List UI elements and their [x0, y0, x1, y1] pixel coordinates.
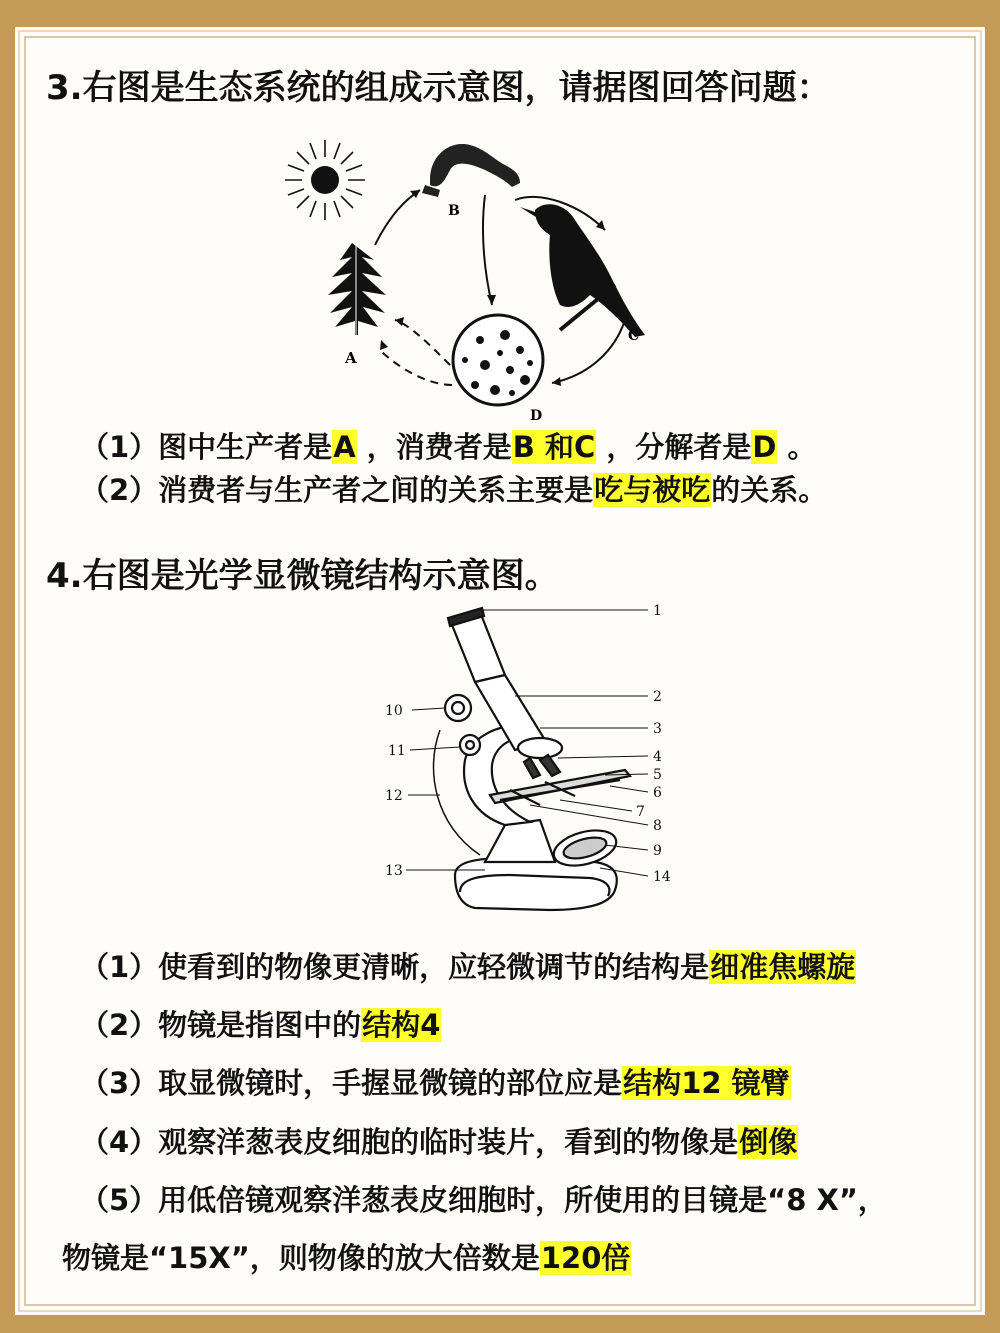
q4-item-2 — [80, 1003, 441, 1044]
part-label-2: 2 — [653, 689, 662, 705]
answer-relationship: 吃与被吃 — [594, 473, 711, 507]
q4-title: 4.右图是光学显微镜结构示意图。 — [46, 556, 559, 596]
microscope-diagram — [380, 600, 690, 920]
q3-answer-line-1 — [80, 425, 817, 466]
q4-item-5-prefix: 物镜是“15X”，则物像的放大倍数是 — [62, 1241, 540, 1275]
q4-item-4-prefix: （4）观察洋葱表皮细胞的临时装片，看到的物像是 — [80, 1125, 739, 1159]
q3-line2-prefix: （2）消费者与生产者之间的关系主要是 — [80, 473, 594, 507]
q3-line2-end: 的关系。 — [711, 473, 828, 507]
part-label-11: 11 — [388, 743, 406, 759]
answer-magnification: 120倍 — [540, 1241, 631, 1275]
label-b: B — [448, 203, 460, 219]
part-label-8: 8 — [653, 818, 662, 834]
bird-icon — [520, 204, 645, 337]
sun-icon — [285, 140, 365, 220]
q4-item-4 — [80, 1120, 798, 1161]
decomposers-icon — [453, 315, 543, 405]
q4-item-1-prefix: （1）使看到的物像更清晰，应轻微调节的结构是 — [80, 950, 710, 984]
answer-objective: 结构4 — [362, 1008, 441, 1042]
label-a: A — [345, 349, 357, 367]
q4-item-1 — [80, 945, 856, 986]
answer-inverted-image: 倒像 — [739, 1125, 798, 1159]
part-label-13: 13 — [385, 863, 403, 879]
q3-line1-mid2: ，分解者是 — [596, 430, 752, 464]
part-label-6: 6 — [653, 785, 662, 801]
q3-answer-line-2 — [80, 468, 827, 509]
part-label-12: 12 — [385, 788, 403, 804]
plant-icon — [328, 243, 386, 340]
q4-item-5-line-2 — [62, 1236, 631, 1277]
q3-title: 3.右图是生态系统的组成示意图，请据图回答问题： — [46, 68, 831, 108]
caterpillar-icon — [422, 144, 520, 197]
q4-item-3-prefix: （3）取显微镜时，手握显微镜的部位应是 — [80, 1066, 623, 1100]
ecosystem-diagram — [280, 135, 700, 425]
answer-producer: A — [333, 430, 356, 464]
microscope-icon — [433, 608, 630, 910]
part-label-10: 10 — [385, 703, 403, 719]
answer-arm: 结构12 镜臂 — [623, 1066, 790, 1100]
q3-line1-mid1: ，消费者是 — [356, 430, 512, 464]
part-label-3: 3 — [653, 721, 662, 737]
label-d: D — [530, 408, 543, 424]
answer-decomposer: D — [752, 430, 777, 464]
q4-item-5-line-1: （5）用低倍镜观察洋葱表皮细胞时，所使用的目镜是“8 X”， — [80, 1183, 887, 1217]
part-label-14: 14 — [653, 869, 671, 885]
answer-consumers: B 和C — [512, 430, 596, 464]
part-label-7: 7 — [636, 804, 645, 820]
q4-item-2-prefix: （2）物镜是指图中的 — [80, 1008, 362, 1042]
q3-line1-end: 。 — [777, 430, 817, 464]
answer-fine-focus: 细准焦螺旋 — [710, 950, 856, 984]
q4-item-3 — [80, 1061, 791, 1102]
part-label-5: 5 — [653, 767, 662, 783]
label-c: C — [628, 328, 640, 344]
part-label-4: 4 — [653, 749, 662, 765]
part-label-1: 1 — [653, 603, 662, 619]
part-label-9: 9 — [653, 843, 662, 859]
q3-line1-prefix: （1）图中生产者是 — [80, 430, 333, 464]
